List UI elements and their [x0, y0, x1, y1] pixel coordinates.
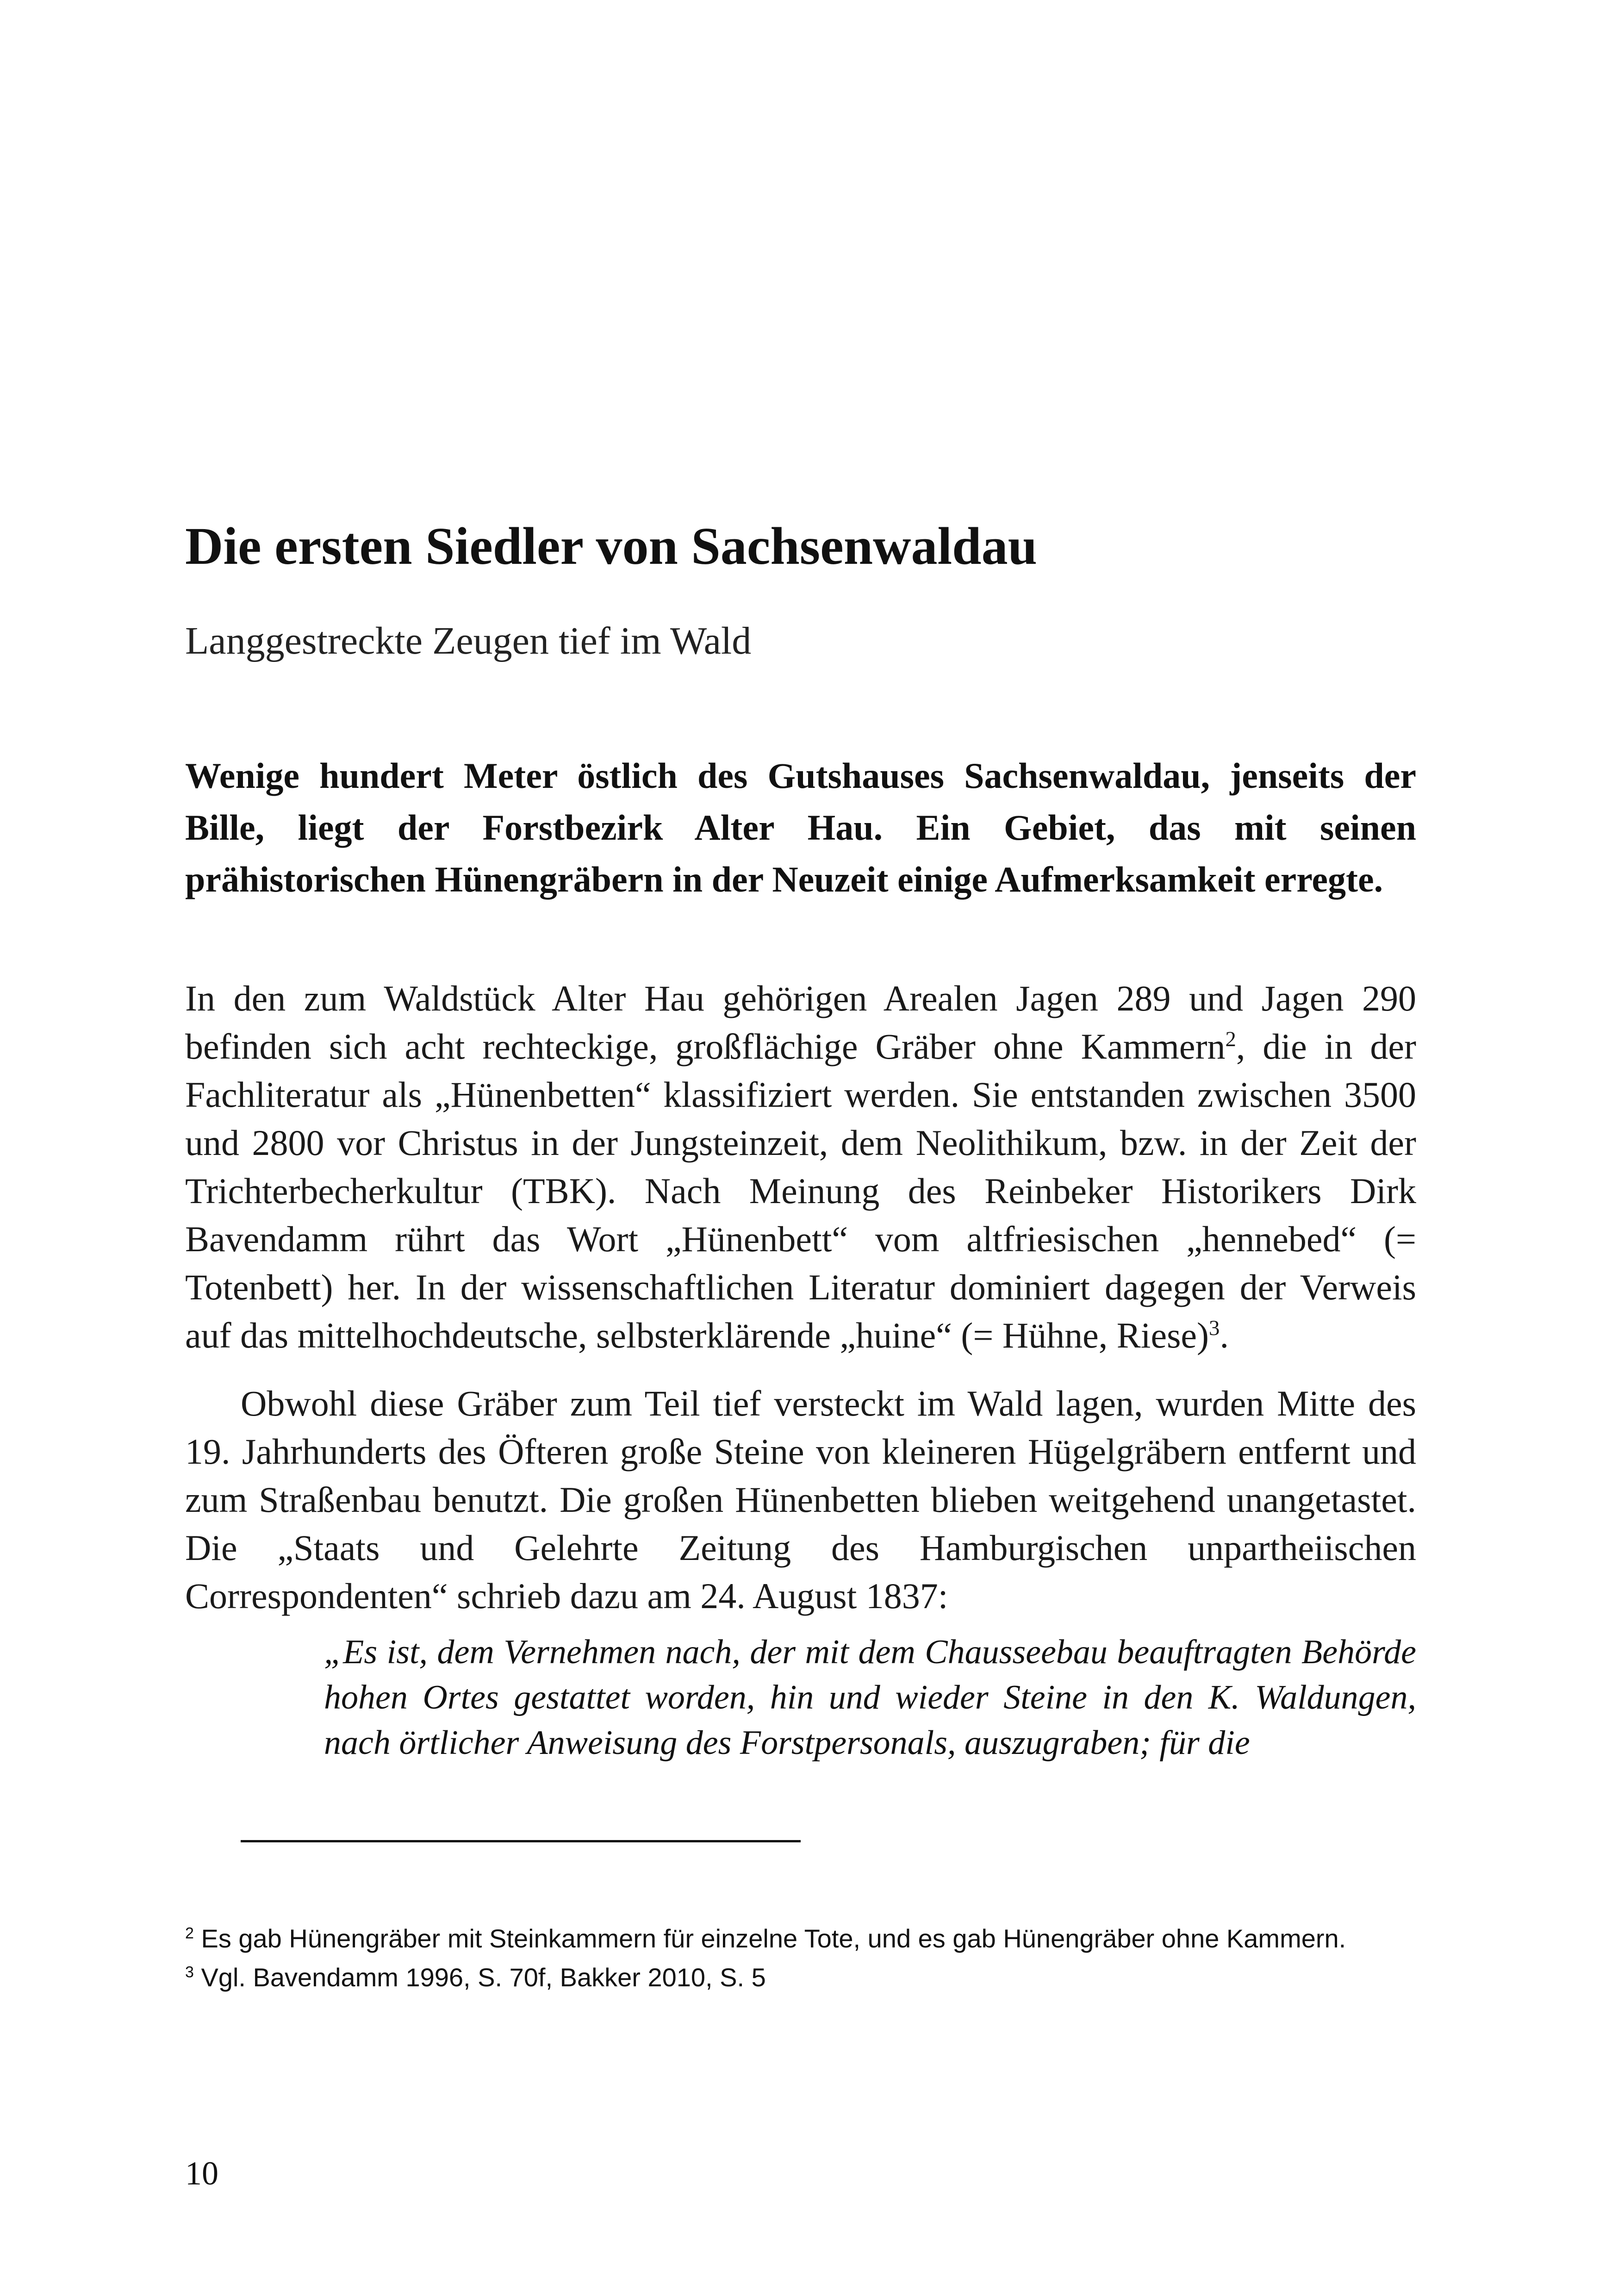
- body-paragraph-1: [185, 974, 1416, 1360]
- body-paragraph-2: Obwohl diese Gräber zum Teil tief versteckt im Wald lagen, wurden Mitte des 19. Jahrhunderts des Öfteren große Steine von kleineren Hügelgräbern entfernt und zum Straßenbau benutzt. Die großen Hünenbetten blieben weitgehend unangetastet. Die „Staats und Gelehrte Zeitung des Hamburgischen unpartheiischen Correspondenten“ schrieb dazu am 24. August 1837:: [185, 1383, 1416, 1616]
- footnotes: [185, 1921, 1416, 1999]
- footnote-separator: [241, 1840, 801, 1842]
- footnote-text: Vgl. Bavendamm 1996, S. 70f, Bakker 2010, S. 5: [193, 1963, 766, 1992]
- footnote-number: 3: [185, 1963, 194, 1981]
- footnote-ref-2[interactable]: 2: [1225, 1027, 1236, 1051]
- footnote-number: 2: [185, 1924, 194, 1942]
- paragraph-1-text-c: .: [1220, 1315, 1229, 1355]
- footnote-text: Es gab Hünengräber mit Steinkammern für einzelne Tote, und es gab Hünengräber ohne Kammern.: [193, 1924, 1346, 1953]
- chapter-title: Die ersten Siedler von Sachsenwaldau: [185, 517, 1037, 575]
- page-number: 10: [185, 2155, 218, 2192]
- chapter-subtitle: Langgestreckte Zeugen tief im Wald: [185, 619, 752, 662]
- lead-paragraph: Wenige hundert Meter östlich des Gutshauses Sachsenwaldau, jenseits der Bille, liegt der Forstbezirk Alter Hau. Ein Gebiet, das mit seinen prähistorischen Hünengräbern in der Neuzeit einige Aufmerksamkeit erregte.: [185, 755, 1416, 899]
- paragraph-1-text-a: In den zum Waldstück Alter Hau gehörigen Arealen Jagen 289 und Jagen 290 befinden sich acht rechteckige, großflächige Gräber ohne Kammern: [185, 978, 1416, 1067]
- block-quote: „Es ist, dem Vernehmen nach, der mit dem Chausseebau beauftragten Behörde hohen Ortes gestattet worden, hin und wieder Steine in den K. Waldungen, nach örtlicher Anweisung des Forstpersonals, auszugraben; für die: [324, 1633, 1416, 1762]
- paragraph-1-text-b: , die in der Fachliteratur als „Hünenbetten“ klassifiziert werden. Sie entstanden zwischen 3500 und 2800 vor Christus in der Jungsteinzeit, dem Neolithikum, bzw. in der Zeit der Trichterbecherkultur (TBK). Nach Meinung des Reinbeker Historikers Dirk Bavendamm rührt das Wort „Hünenbett“ vom altfriesischen „hennebed“ (= Totenbett) her. In der wissenschaftlichen Literatur dominiert dagegen der Verweis auf das mittelhochdeutsche, selbsterklärende „huine“ (= Hühne, Riese): [185, 1026, 1416, 1355]
- footnote-2: [185, 1921, 1416, 1956]
- footnote-3: [185, 1960, 1416, 1995]
- footnote-ref-3[interactable]: 3: [1209, 1316, 1220, 1340]
